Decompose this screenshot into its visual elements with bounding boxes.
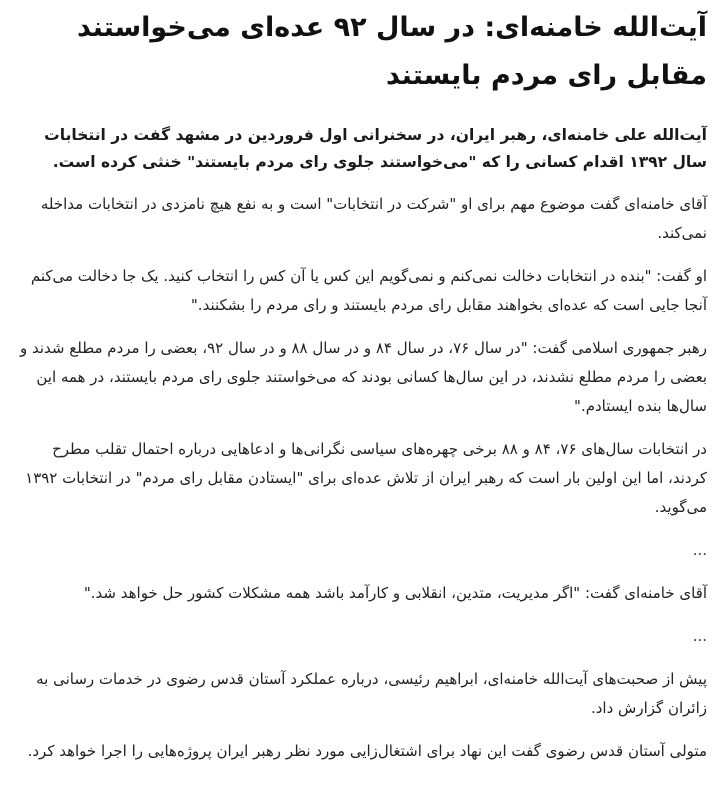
paragraph-6: پیش از صحبت‌های آیت‌الله خامنه‌ای، ابراهیم رئیسی، درباره عملکرد آستان قدس رضوی در خدمات رسانی به زائران گزارش داد.: [36, 670, 707, 717]
paragraph-1: آقای خامنه‌ای گفت موضوع مهم برای او "شرکت در انتخابات" است و به نفع هیچ نامزدی در انتخابات مداخله نمی‌کند.: [40, 195, 707, 242]
ellipsis-separator: ...: [692, 627, 707, 645]
article: [0, 4, 715, 766]
paragraph-2: او گفت: "بنده در انتخابات دخالت نمی‌کنم و نمی‌گویم این کس یا آن کس را انتخاب کنید. یک جا دخالت می‌کنم آنجا جایی است که عده‌ای بخواهند مقابل رای مردم بایستند و رای مردم را بشکنند.": [30, 267, 707, 314]
paragraph-5: آقای خامنه‌ای گفت: "اگر مدیریت، متدین، انقلابی و کارآمد باشد همه مشکلات کشور حل خواهد شد.": [83, 584, 707, 602]
headline: آیت‌الله خامنه‌ای: در سال ۹۲ عده‌ای می‌خواستند مقابل رای مردم بایستند: [76, 12, 707, 91]
lead-paragraph: آیت‌الله علی خامنه‌ای، رهبر ایران، در سخنرانی اول فروردین در مشهد گفت در انتخابات سال ۱۳۹۲ اقدام کسانی را که "می‌خواستند جلوی رای مردم بایستند" خنثی کرده است.: [44, 126, 707, 171]
paragraph-7: متولی آستان قدس رضوی گفت این نهاد برای اشتغال‌زایی مورد نظر رهبر ایران پروژه‌هایی را اجرا خواهد کرد.: [27, 742, 707, 760]
paragraph-3: رهبر جمهوری اسلامی گفت: "در سال ۷۶، در سال ۸۴ و در سال ۸۸ و در سال ۹۲، بعضی را مردم مطلع شدند و بعضی را مردم مطلع نشدند، در این سال‌ها کسانی بودند که می‌خواستند جلوی رای مردم بایستند، در همه این سال‌ها بنده ایستادم.": [19, 339, 707, 415]
ellipsis-separator: ...: [692, 541, 707, 559]
paragraph-4: در انتخابات سال‌های ۷۶، ۸۴ و ۸۸ برخی چهره‌های سیاسی نگرانی‌ها و ادعاهایی درباره احتمال تقلب مطرح کردند، اما این اولین بار است که رهبر ایران از تلاش عده‌ای برای "ایستادن مقابل رای مردم" در انتخابات ۱۳۹۲ می‌گوید.: [25, 440, 707, 516]
